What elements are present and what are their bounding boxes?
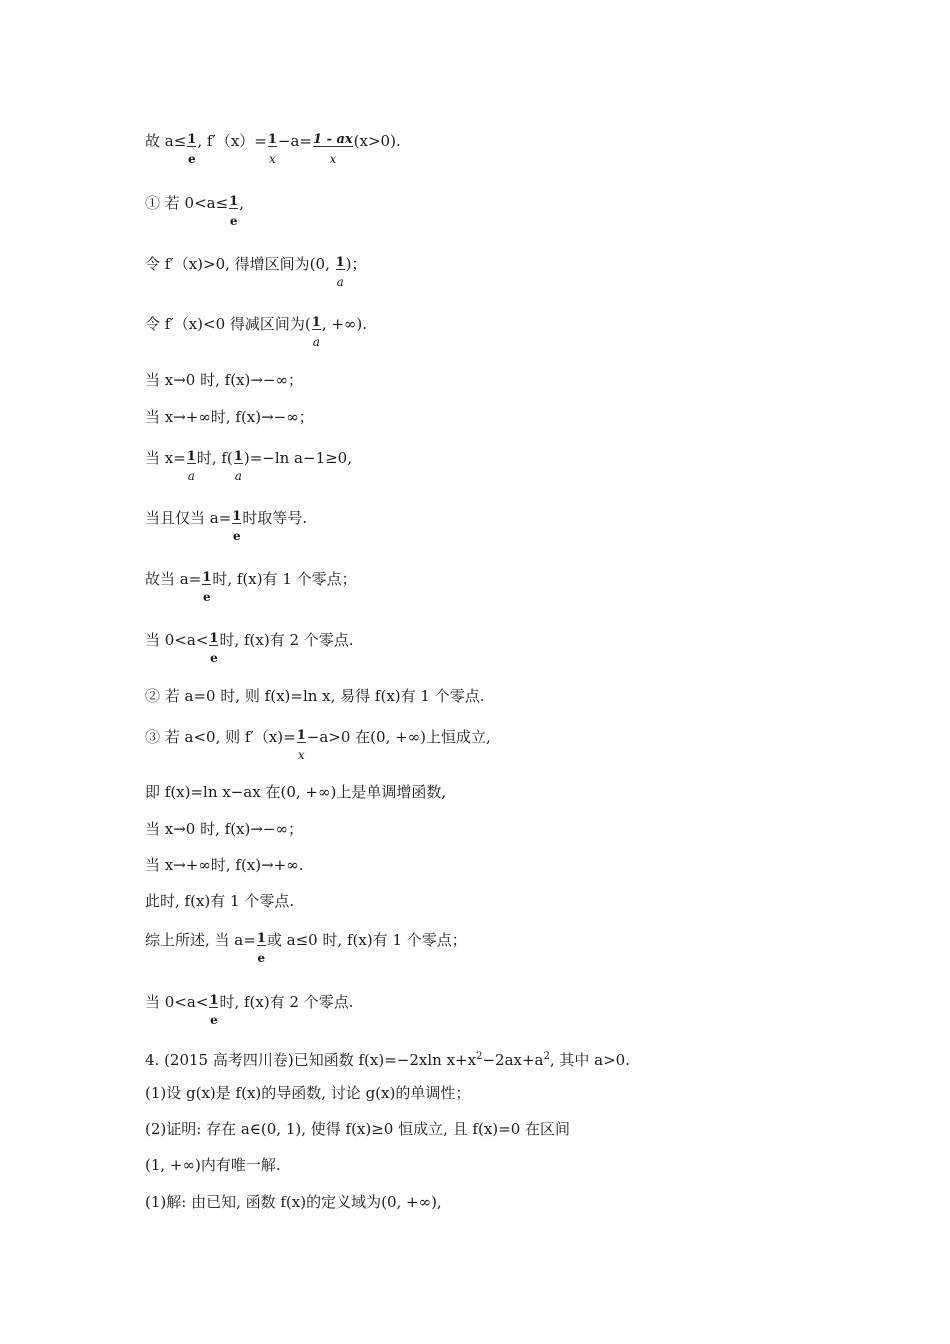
text: 当且仅当 a=	[145, 509, 232, 527]
fraction-1-over-e	[229, 194, 238, 229]
line-12	[145, 728, 491, 763]
fraction-1-over-a	[312, 315, 321, 350]
line-2	[145, 194, 244, 229]
fraction-1-over-a	[336, 255, 345, 290]
text: 当 x→+∞时, f(x)→+∞.	[145, 856, 304, 874]
text: 当 x→0 时, f(x)→−∞；	[145, 820, 303, 838]
text: 时, f(x)有 2 个零点.	[219, 993, 354, 1011]
text: (1, +∞)内有唯一解.	[145, 1156, 281, 1174]
numerator: 1	[187, 132, 197, 147]
text: 当 0<a<	[145, 993, 209, 1011]
text: ③ 若 a<0, 则 f′（x)=	[145, 728, 296, 746]
numerator: 1	[229, 194, 239, 209]
line-14	[145, 820, 303, 838]
text: ② 若 a=0 时, 则 f(x)=ln x, 易得 f(x)有 1 个零点.	[145, 687, 485, 705]
numerator: 1	[335, 255, 345, 270]
line-8	[145, 509, 307, 544]
text: 当 x→+∞时, f(x)→−∞；	[145, 408, 314, 426]
text: ① 若 0<a≤	[145, 194, 229, 212]
fraction-1-over-e	[232, 509, 241, 544]
superscript: 2	[476, 1051, 483, 1062]
denominator: e	[187, 152, 196, 166]
fraction-1-over-e	[257, 931, 266, 966]
line-16	[145, 892, 294, 910]
text: 令 f′（x)<0 得减区间为(	[145, 315, 311, 333]
line-20	[145, 1084, 470, 1102]
line-1	[145, 132, 401, 167]
numerator: 1	[256, 931, 266, 946]
text: (x>0).	[353, 132, 401, 150]
text: −2ax+a	[482, 1051, 544, 1069]
line-17	[145, 931, 467, 966]
text: 或 a≤0 时, f(x)有 1 个零点；	[266, 931, 467, 949]
numerator: 1	[232, 509, 242, 524]
text: 当 x→0 时, f(x)→−∞；	[145, 371, 303, 389]
fraction-1-over-x	[297, 728, 306, 763]
numerator: 1	[296, 728, 306, 743]
fraction-1-over-a	[234, 449, 243, 484]
numerator: 1	[202, 570, 212, 585]
fraction-1-over-e	[187, 132, 196, 167]
denominator: x	[268, 152, 276, 166]
text: −a=	[277, 132, 312, 150]
text: (1)设 g(x)是 f(x)的导函数, 讨论 g(x)的单调性；	[145, 1084, 471, 1102]
line-19	[145, 1048, 630, 1069]
text: 故 a≤	[145, 132, 187, 150]
fraction-1-over-e	[202, 570, 211, 605]
text: , 其中 a>0.	[549, 1051, 630, 1069]
line-23	[145, 1193, 442, 1211]
fraction-1-over-e	[209, 993, 218, 1028]
numerator: 1	[209, 993, 219, 1008]
numerator: 1	[186, 449, 196, 464]
numerator: 1	[267, 132, 277, 147]
text: 令 f′（x)>0, 得增区间为(0,	[145, 255, 335, 273]
text: 故当 a=	[145, 570, 202, 588]
denominator: a	[312, 335, 320, 349]
text: ,	[239, 194, 244, 212]
denominator: e	[210, 1013, 218, 1027]
text: 时, f(x)有 1 个零点；	[212, 570, 357, 588]
denominator: a	[336, 275, 344, 289]
text: , f′（x）=	[197, 132, 267, 150]
text: 时取等号.	[242, 509, 308, 527]
line-10	[145, 631, 354, 666]
denominator: e	[210, 651, 218, 665]
superscript: 2	[543, 1051, 550, 1062]
line-6	[145, 408, 314, 426]
text: 当 x=	[145, 449, 186, 467]
line-13	[145, 783, 446, 801]
numerator: 1	[311, 315, 321, 330]
fraction-1-over-e	[209, 631, 218, 666]
line-4	[145, 315, 367, 350]
line-9	[145, 570, 357, 605]
line-22	[145, 1156, 281, 1174]
text: 综上所述, 当 a=	[145, 931, 256, 949]
line-15	[145, 856, 304, 874]
fraction-1-minus-ax-over-x	[313, 132, 353, 167]
line-18	[145, 993, 354, 1028]
denominator: e	[232, 529, 241, 543]
text: (2)证明: 存在 a∈(0, 1), 使得 f(x)≥0 恒成立, 且 f(x)=0 在区间	[145, 1120, 571, 1138]
denominator: x	[297, 748, 305, 762]
text: 此时, f(x)有 1 个零点.	[145, 892, 295, 910]
denominator: e	[257, 951, 266, 965]
text: , +∞).	[321, 315, 368, 333]
line-3	[145, 255, 367, 290]
text: 时, f(x)有 2 个零点.	[219, 631, 354, 649]
line-7	[145, 449, 352, 484]
line-5	[145, 371, 303, 389]
text: 即 f(x)=ln x−ax 在(0, +∞)上是单调增函数,	[145, 783, 447, 801]
denominator: e	[229, 214, 238, 228]
denominator: e	[202, 590, 211, 604]
text: )=−ln a−1≥0,	[243, 449, 352, 467]
text: −a>0 在(0, +∞)上恒成立,	[306, 728, 491, 746]
line-11	[145, 687, 485, 705]
denominator: a	[234, 469, 242, 483]
numerator: 1	[233, 449, 243, 464]
fraction-1-over-a	[187, 449, 196, 484]
numerator: 1 - ax	[313, 132, 353, 147]
fraction-1-over-x	[268, 132, 277, 167]
numerator: 1	[209, 631, 219, 646]
denominator: a	[187, 469, 195, 483]
text: )；	[345, 255, 367, 273]
line-21	[145, 1120, 570, 1138]
denominator: x	[329, 152, 337, 166]
text: (1)解: 由已知, 函数 f(x)的定义域为(0, +∞),	[145, 1193, 442, 1211]
text: 当 0<a<	[145, 631, 209, 649]
text: 4. (2015 高考四川卷)已知函数 f(x)=−2xln x+x	[145, 1051, 477, 1069]
text: 时, f(	[196, 449, 233, 467]
